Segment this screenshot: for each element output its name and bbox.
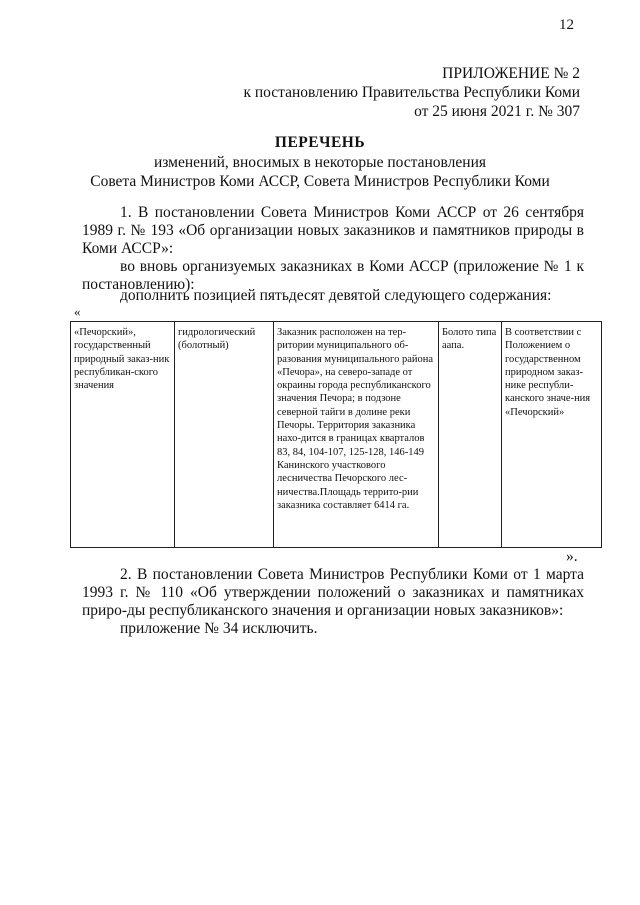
close-quote: ». bbox=[566, 548, 578, 565]
appendix-date: от 25 июня 2021 г. № 307 bbox=[414, 103, 580, 120]
cell-reserve-name: «Печорский», государственный природный заказ-ник республикан-ского значения bbox=[71, 322, 175, 548]
section-1-intro: 1. В постановлении Совета Министров Коми АССР от 26 сентября 1989 г. № 193 «Об организации новых заказников и памятников природы в Коми АССР»: bbox=[82, 204, 584, 257]
table-row bbox=[71, 322, 602, 548]
section-2-action: приложение № 34 исключить. bbox=[120, 620, 318, 637]
cell-legal-basis: В соответствии с Положением о государственном природном заказ-нике республи-канского значе-ния «Печорский» bbox=[502, 322, 602, 548]
cell-reserve-profile: гидрологический (болотный) bbox=[175, 322, 274, 548]
document-heading bbox=[0, 133, 640, 191]
open-quote: « bbox=[74, 304, 81, 319]
appendix-header bbox=[243, 64, 580, 121]
appendix-resolution: к постановлению Правительства Республики Коми bbox=[243, 84, 580, 101]
document-subtitle-line-2: Совета Министров Коми АССР, Совета Министров Республики Коми bbox=[90, 173, 550, 190]
appendix-title: ПРИЛОЖЕНИЕ № 2 bbox=[442, 65, 580, 82]
document-subtitle-line-1: изменений, вносимых в некоторые постановления bbox=[153, 154, 486, 171]
cell-protected-object: Болото типа аапа. bbox=[439, 322, 502, 548]
page-number: 12 bbox=[559, 17, 574, 33]
section-1-action: дополнить позицией пятьдесят девятой следующего содержания: bbox=[120, 287, 552, 304]
section-1-sub: во вновь организуемых заказниках в Коми АССР (приложение № 1 к постановлению): bbox=[82, 258, 584, 293]
document-title: ПЕРЕЧЕНЬ bbox=[274, 134, 366, 151]
section-2-intro: 2. В постановлении Совета Министров Республики Коми от 1 марта 1993 г. № 110 «Об утверждении положений о заказниках и памятниках приро-ды республиканского значения и организации новых заказников»: bbox=[82, 566, 584, 619]
reserve-table bbox=[70, 321, 602, 548]
cell-reserve-description: Заказник расположен на тер-ритории муниципального об-разования муниципального района «Печора», на северо-западе от окраины города республиканского значения Печора; в подзоне северной тайги в долине реки Печоры. Территория заказника нахо-дится в границах кварталов 83, 84, 104-107, 125-128, 146-149 Канинского участкового лесничества Печорского лес-ничества.Площадь террито-рии заказника составляет 6414 га. bbox=[274, 322, 439, 548]
